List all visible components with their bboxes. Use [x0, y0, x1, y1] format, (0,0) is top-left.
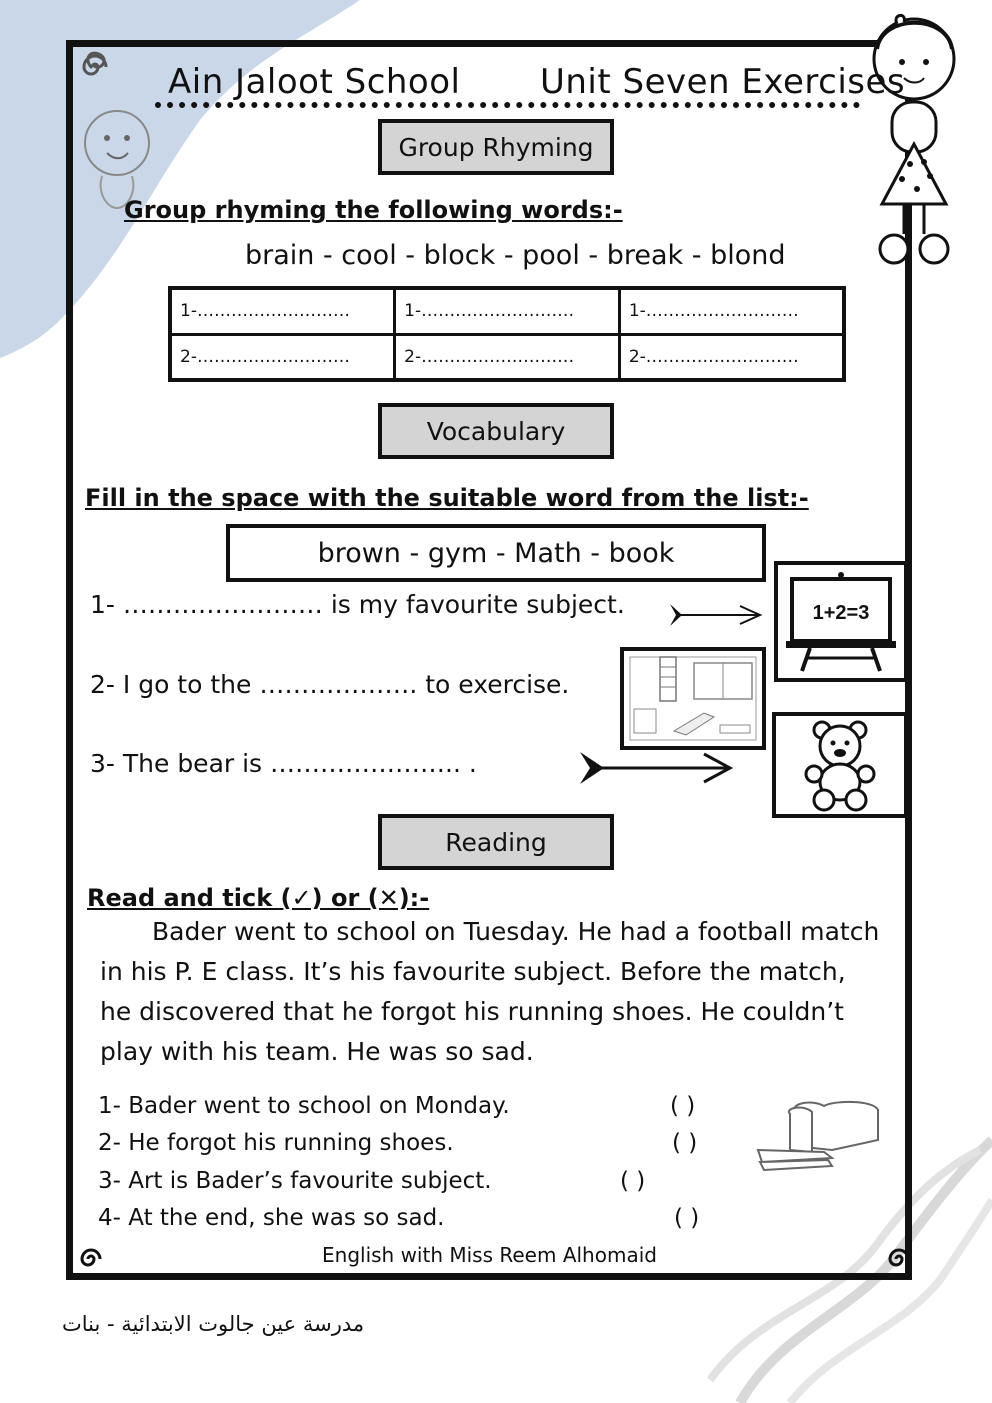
answer-parentheses[interactable]: ( ) [672, 1130, 698, 1156]
vocabulary-word-box: brown - gym - Math - book [226, 524, 766, 582]
vocab-sentence-1[interactable]: 1- …………………… is my favourite subject. [90, 590, 625, 619]
footer-credit: English with Miss Reem Alhomaid [322, 1243, 657, 1267]
table-row [170, 334, 844, 380]
answer-cell[interactable]: 1-……………………… [395, 288, 620, 334]
vocab-sentence-2[interactable]: 2- I go to the ………………. to exercise. [90, 670, 570, 699]
answer-parentheses[interactable]: ( ) [674, 1205, 700, 1231]
vocabulary-instruction: Fill in the space with the suitable word from the list:- [85, 484, 809, 512]
answer-parentheses[interactable]: ( ) [670, 1093, 696, 1119]
reading-instruction: Read and tick (✓) or (✕):- [87, 884, 430, 912]
statement-2: 2- He forgot his running shoes. [98, 1130, 454, 1156]
chalkboard-image [774, 561, 908, 682]
header-dotted-divider [155, 102, 860, 108]
section-vocabulary: Vocabulary [378, 403, 614, 459]
answer-cell[interactable]: 2-……………………… [170, 334, 395, 380]
answer-parentheses[interactable]: ( ) [620, 1168, 646, 1194]
section-group-rhyming: Group Rhyming [378, 119, 614, 175]
arabic-school-name: مدرسة عين جالوت الابتدائية - بنات [62, 1312, 365, 1336]
rhyming-word-list: brain - cool - block - pool - break - blond [245, 240, 786, 271]
answer-cell[interactable]: 1-……………………… [170, 288, 395, 334]
bread-illustration [754, 1100, 886, 1172]
section-reading: Reading [378, 814, 614, 870]
reading-passage: Bader went to school on Tuesday. He had a football match in his P. E class. It’s his favourite subject. Before the match, he discovered that he forgot his running shoes. He couldn’t play with his team. He was so sad. [100, 917, 880, 1066]
teddy-bear-image [772, 712, 908, 818]
answer-cell[interactable]: 2-……………………… [395, 334, 620, 380]
arrow-icon [578, 748, 734, 788]
swirl-icon [78, 50, 112, 84]
school-name: Ain Jaloot School [168, 62, 461, 102]
answer-cell[interactable]: 1-……………………… [619, 288, 844, 334]
board-equation: 1+2=3 [812, 602, 870, 624]
page-title: Unit Seven Exercises [540, 62, 906, 102]
swirl-icon [76, 1244, 106, 1274]
table-row [170, 288, 844, 334]
statement-3: 3- Art is Bader’s favourite subject. [98, 1168, 492, 1194]
statement-1: 1- Bader went to school on Monday. [98, 1093, 510, 1119]
answer-cell[interactable]: 2-……………………… [619, 334, 844, 380]
gym-image [620, 647, 766, 750]
vocab-sentence-3[interactable]: 3- The bear is ………………….. . [90, 749, 477, 778]
arrow-icon [668, 600, 764, 630]
rhyming-answer-table [168, 286, 846, 382]
statement-4: 4- At the end, she was so sad. [98, 1205, 445, 1231]
rhyming-instruction: Group rhyming the following words:- [124, 196, 623, 224]
swirl-icon [884, 1244, 914, 1274]
girl-illustration [862, 4, 966, 266]
